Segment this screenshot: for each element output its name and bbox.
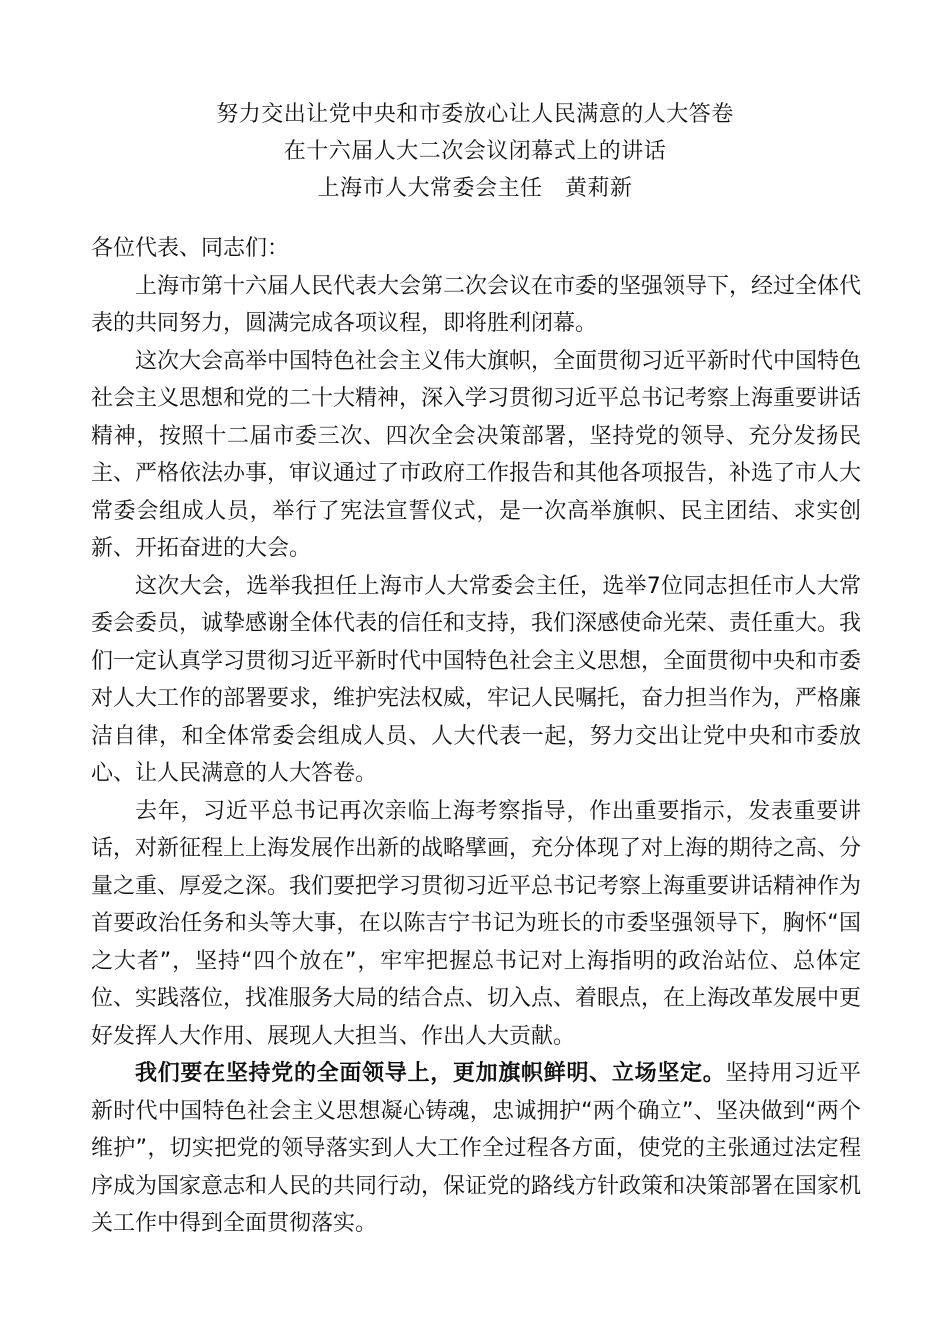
paragraph-text: 上海市第十六届人民代表大会第二次会议在市委的坚强领导下，经过全体代表的共同努力，圆满完成各项议程，即将胜利闭幕。 bbox=[91, 273, 862, 336]
paragraph-2 bbox=[91, 343, 861, 568]
author-line: 上海市人大常委会主任 黄莉新 bbox=[317, 176, 633, 201]
paragraph-3 bbox=[91, 568, 861, 793]
document-subtitle: 在十六届人大二次会议闭幕式上的讲话 bbox=[283, 139, 667, 164]
paragraph-text: 这次大会，选举我担任上海市人大常委会主任，选举7位同志担任市人大常委会委员，诚挚感谢全体代表的信任和支持，我们深感使命光荣、责任重大。我们一定认真学习贯彻习近平新时代中国特色社会主义思想，全面贯彻中央和市委对人大工作的部署要求，维护宪法权威，牢记人民嘱托，奋力担当作为，严格廉洁自律，和全体常委会组成人员、人大代表一起，努力交出让党中央和市委放心、让人民满意的人大答卷。 bbox=[91, 573, 862, 786]
paragraph-text: 去年，习近平总书记再次亲临上海考察指导，作出重要指示，发表重要讲话，对新征程上上海发展作出新的战略擘画，充分体现了对上海的期待之高、分量之重、厚爱之深。我们要把学习贯彻习近平总书记考察上海重要讲话精神作为首要政治任务和头等大事，在以陈吉宁书记为班长的市委坚强领导下，胸怀“国之大者”，坚持“四个放在”，牢牢把握总书记对上海指明的政治站位、总体定位、实践落位，找准服务大局的结合点、切入点、着眼点，在上海改革发展中更好发挥人大作用、展现人大担当、作出人大贡献。 bbox=[91, 798, 862, 1049]
paragraph-text: 这次大会高举中国特色社会主义伟大旗帜，全面贯彻习近平新时代中国特色社会主义思想和党的二十大精神，深入学习贯彻习近平总书记考察上海重要讲话精神，按照十二届市委三次、四次全会决策部署，坚持党的领导、充分发扬民主、严格依法办事，审议通过了市政府工作报告和其他各项报告，补选了市人大常委会组成人员，举行了宪法宣誓仪式，是一次高举旗帜、民主团结、求实创新、开拓奋进的大会。 bbox=[91, 348, 862, 561]
paragraph-5 bbox=[91, 1055, 861, 1243]
paragraph-lead: 我们要在坚持党的全面领导上，更加旗帜鲜明、立场坚定。 bbox=[135, 1061, 726, 1086]
document-header bbox=[0, 96, 950, 207]
document-title: 努力交出让党中央和市委放心让人民满意的人大答卷 bbox=[216, 102, 734, 127]
paragraph-text: 坚持用习近平新时代中国特色社会主义思想凝心铸魂，忠诚拥护“两个确立”、坚决做到“两个维护”，切实把党的领导落实到人大工作全过程各方面，使党的主张通过法定程序成为国家意志和人民的共同行动，保证党的路线方针政策和决策部署在国家机关工作中得到全面贯彻落实。 bbox=[91, 1061, 862, 1236]
paragraph-4 bbox=[91, 793, 861, 1056]
paragraph-1 bbox=[91, 268, 861, 343]
document-body bbox=[91, 230, 861, 1243]
salutation: 各位代表、同志们： bbox=[91, 236, 290, 261]
